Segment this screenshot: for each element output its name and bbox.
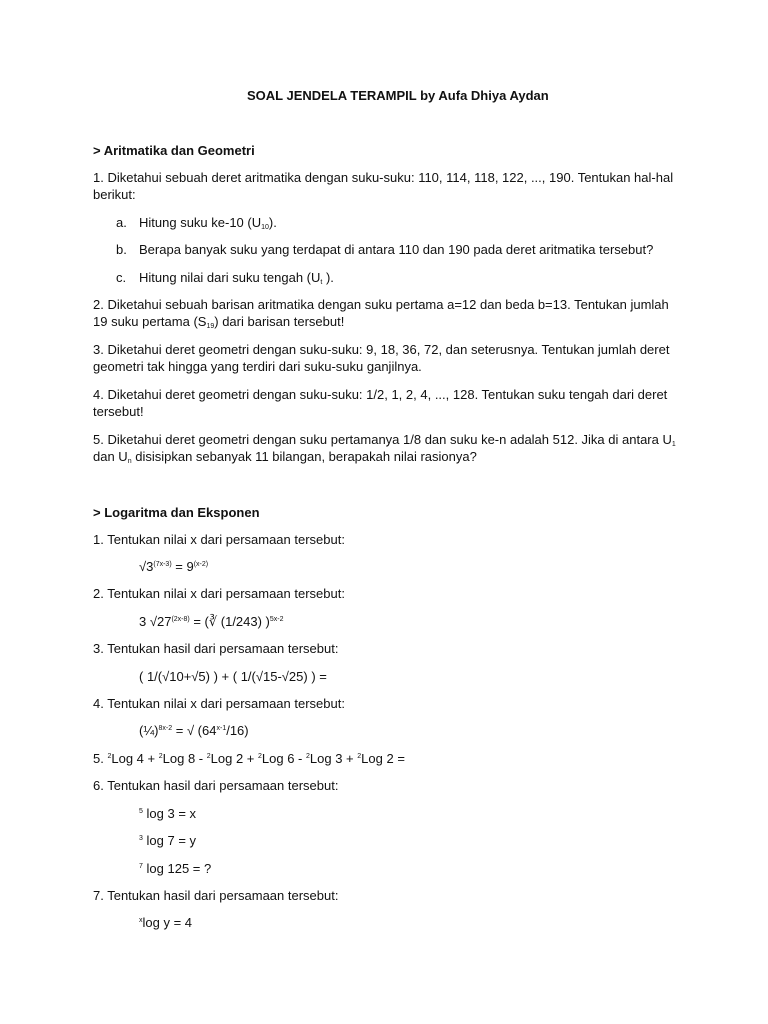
item-text-main: Hitung suku ke-10 (U (139, 215, 262, 230)
subscript: 1 (671, 441, 676, 448)
text: 19 suku pertama (S (93, 314, 207, 329)
text: (¼) (139, 723, 159, 738)
item-text: Berapa banyak suku yang terdapat di antara 110 dan 190 pada deret aritmatika tersebut? (139, 242, 654, 257)
item-marker: c. (116, 270, 127, 285)
question-4-line-1: 4. Diketahui deret geometri dengan suku-suku: 1/2, 1, 2, 4, ..., 128. Tentukan suku tengah dari deret (93, 387, 668, 402)
question-1-item-b (116, 241, 654, 258)
section-heading-logaritma: > Logaritma dan Eksponen (93, 505, 260, 520)
text: = 9 (171, 559, 194, 574)
log-question-6-equation-3 (139, 860, 211, 877)
superscript: 2 (107, 753, 112, 760)
text: 3 √27 (139, 614, 172, 629)
question-2-line-2 (93, 313, 344, 330)
text: Log 4 + (111, 751, 159, 766)
question-3-line-2: geometri tak hingga yang terdiri dari suku-suku ganjilnya. (93, 359, 422, 374)
text: log 7 = y (142, 833, 197, 848)
text: √3 (139, 559, 154, 574)
text: log 125 = ? (142, 861, 212, 876)
question-1-line-1: 1. Diketahui sebuah deret aritmatika dengan suku-suku: 110, 114, 118, 122, ..., 190. Tentukan hal-hal (93, 170, 674, 185)
superscript: 7 (139, 863, 143, 870)
item-marker: b. (116, 242, 127, 257)
document-title: SOAL JENDELA TERAMPIL by Aufa Dhiya Aydan (247, 88, 549, 103)
text: 5. Diketahui deret geometri dengan suku pertamanya 1/8 dan suku ke-n adalah 512. Jika di antara U (93, 432, 672, 447)
text: Log 2 + (210, 751, 258, 766)
superscript: 5x-2 (269, 616, 284, 623)
log-question-3: 3. Tentukan hasil dari persamaan tersebut: (93, 641, 339, 656)
question-5-line-2 (93, 448, 477, 465)
log-question-2-equation (139, 613, 284, 630)
text: dan U (93, 449, 128, 464)
log-question-5 (93, 750, 405, 767)
superscript: 2 (258, 753, 262, 760)
item-text-main: Hitung nilai dari suku tengah (U (139, 270, 321, 285)
question-1-item-c (116, 269, 334, 286)
text: log 3 = x (142, 806, 197, 821)
superscript: 2 (206, 753, 211, 760)
log-question-1-equation (139, 558, 208, 575)
superscript: 3 (139, 835, 143, 842)
text: = (∛ (1/243) ) (189, 614, 270, 629)
text: log y = 4 (142, 915, 193, 930)
subscript: 19 (206, 323, 215, 330)
question-1-line-2: berikut: (93, 187, 136, 202)
log-question-6: 6. Tentukan hasil dari persamaan tersebut: (93, 778, 339, 793)
superscript: 5 (139, 808, 143, 815)
text: Log 8 - (162, 751, 207, 766)
log-question-7-equation (139, 914, 192, 931)
text: Log 3 + (309, 751, 358, 766)
subscript: t (320, 279, 323, 286)
text: Log 6 - (261, 751, 306, 766)
superscript: 2 (357, 753, 362, 760)
question-4-line-2: tersebut! (93, 404, 144, 419)
superscript: 8x-2 (158, 725, 173, 732)
text: Log 2 = (361, 751, 405, 766)
superscript: (2x-8) (171, 616, 190, 623)
question-5-line-1 (93, 431, 676, 448)
log-question-6-equation-1 (139, 805, 196, 822)
item-text (139, 214, 277, 231)
log-question-3-equation: ( 1/(√10+√5) ) + ( 1/(√15-√25) ) = (139, 669, 327, 684)
log-question-7: 7. Tentukan hasil dari persamaan tersebut: (93, 888, 339, 903)
item-text (139, 269, 334, 286)
superscript: 2 (306, 753, 310, 760)
superscript: x-1 (216, 725, 227, 732)
log-question-6-equation-2 (139, 832, 196, 849)
section-heading-aritmatika: > Aritmatika dan Geometri (93, 143, 255, 158)
text: = √ (64 (172, 723, 217, 738)
question-2-line-1: 2. Diketahui sebuah barisan aritmatika dengan suku pertama a=12 dan beda b=13. Tentukan jumlah (93, 297, 669, 312)
log-question-4: 4. Tentukan nilai x dari persamaan tersebut: (93, 696, 345, 711)
log-question-2: 2. Tentukan nilai x dari persamaan tersebut: (93, 586, 345, 601)
log-question-4-equation (139, 722, 249, 739)
superscript: (7x-3) (153, 561, 172, 568)
item-marker: a. (116, 215, 127, 230)
log-question-1: 1. Tentukan nilai x dari persamaan tersebut: (93, 532, 345, 547)
item-text-end: ). (268, 215, 277, 230)
question-1-item-a (116, 214, 277, 231)
superscript: 2 (158, 753, 163, 760)
subscript: n (127, 458, 132, 465)
superscript: (x-2) (193, 561, 209, 568)
item-text-end: ). (322, 270, 334, 285)
subscript: 10 (261, 224, 269, 231)
question-3-line-1: 3. Diketahui deret geometri dengan suku-suku: 9, 18, 36, 72, dan seterusnya. Tentukan jumlah deret (93, 342, 670, 357)
text: /16) (226, 723, 249, 738)
superscript: x (139, 917, 143, 924)
text: ) dari barisan tersebut! (214, 314, 345, 329)
text: disisipkan sebanyak 11 bilangan, berapakah nilai rasionya? (131, 449, 477, 464)
text: 5. (93, 751, 108, 766)
